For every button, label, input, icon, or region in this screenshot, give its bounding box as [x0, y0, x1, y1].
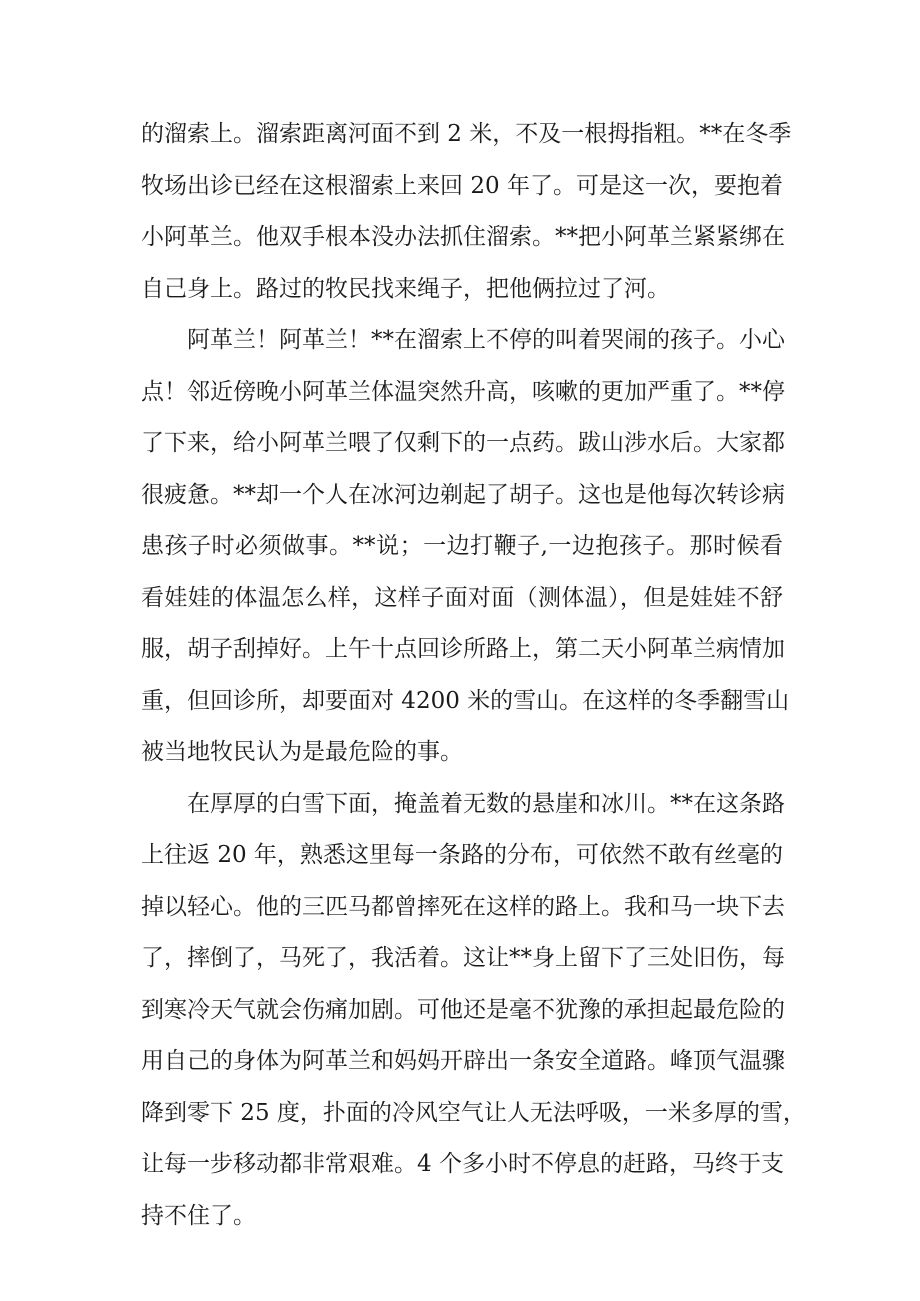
paragraph-2-line-6: 看娃娃的体温怎么样，这样子面对面（测体温），但是娃娃不舒: [141, 584, 783, 611]
paragraph-2-line-2: 点！邻近傍晚小阿革兰体温突然升高，咳嗽的更加严重了。**停: [141, 378, 785, 405]
paragraph-3-line-7: 降到零下 25 度，扑面的冷风空气让人无法呼吸，一米多厚的雪，: [141, 1099, 806, 1126]
paragraph-2-line-7: 服，胡子刮掉好。上午十点回诊所路上，第二天小阿革兰病情加: [141, 636, 785, 662]
paragraph-3-line-6: 用自己的身体为阿革兰和妈妈开辟出一条安全道路。峰顶气温骤: [141, 1048, 785, 1074]
paragraph-3-line-4: 了，摔倒了，马死了，我活着。这让**身上留下了三处旧伤，每: [141, 945, 785, 971]
paragraph-2-line-4: 很疲惫。**却一个人在冰河边剃起了胡子。这也是他每次转诊病: [141, 481, 785, 508]
paragraph-3-line-9: 持不住了。: [141, 1202, 256, 1229]
body-text: [141, 109, 806, 1242]
paragraph-1-line-2: 牧场出诊已经在这根溜索上来回 20 年了。可是这一次，要抱着: [141, 172, 783, 199]
paragraph-3-line-2: 上往返 20 年，熟悉这里每一条路的分布，可依然不敢有丝毫的: [141, 842, 783, 868]
paragraph-1-line-3: 小阿革兰。他双手根本没办法抓住溜索。**把小阿革兰紧紧绑在: [141, 224, 785, 250]
paragraph-3-line-1: 在厚厚的白雪下面，掩盖着无数的悬崖和冰川。**在这条路: [187, 790, 785, 817]
paragraph-1-line-4: 自己身上。路过的牧民找来绳子，把他俩拉过了河。: [141, 275, 670, 302]
paragraph-3-line-5: 到寒冷天气就会伤痛加剧。可他还是毫不犹豫的承担起最危险的: [141, 996, 785, 1023]
paragraph-2-line-8: 重，但回诊所，却要面对 4200 米的雪山。在这样的冬季翻雪山: [141, 687, 790, 714]
paragraph-2-line-9: 被当地牧民认为是最危险的事。: [141, 739, 463, 765]
paragraph-2-line-1: 阿革兰！阿革兰！**在溜索上不停的叫着哭闹的孩子。小心: [187, 327, 785, 353]
paragraph-2-line-5: 患孩子时必须做事。**说；一边打鞭子,一边抱孩子。那时候看: [141, 533, 783, 559]
paragraph-3-line-3: 掉以轻心。他的三匹马都曾摔死在这样的路上。我和马一块下去: [141, 893, 785, 920]
paragraph-1-line-1: 的溜索上。溜索距离河面不到 2 米，不及一根拇指粗。**在冬季: [141, 121, 792, 147]
paragraph-2-line-3: 了下来，给小阿革兰喂了仅剩下的一点药。跋山涉水后。大家都: [141, 430, 785, 456]
paragraph-3-line-8: 让每一步移动都非常艰难。4 个多小时不停息的赶路，马终于支: [141, 1151, 784, 1177]
